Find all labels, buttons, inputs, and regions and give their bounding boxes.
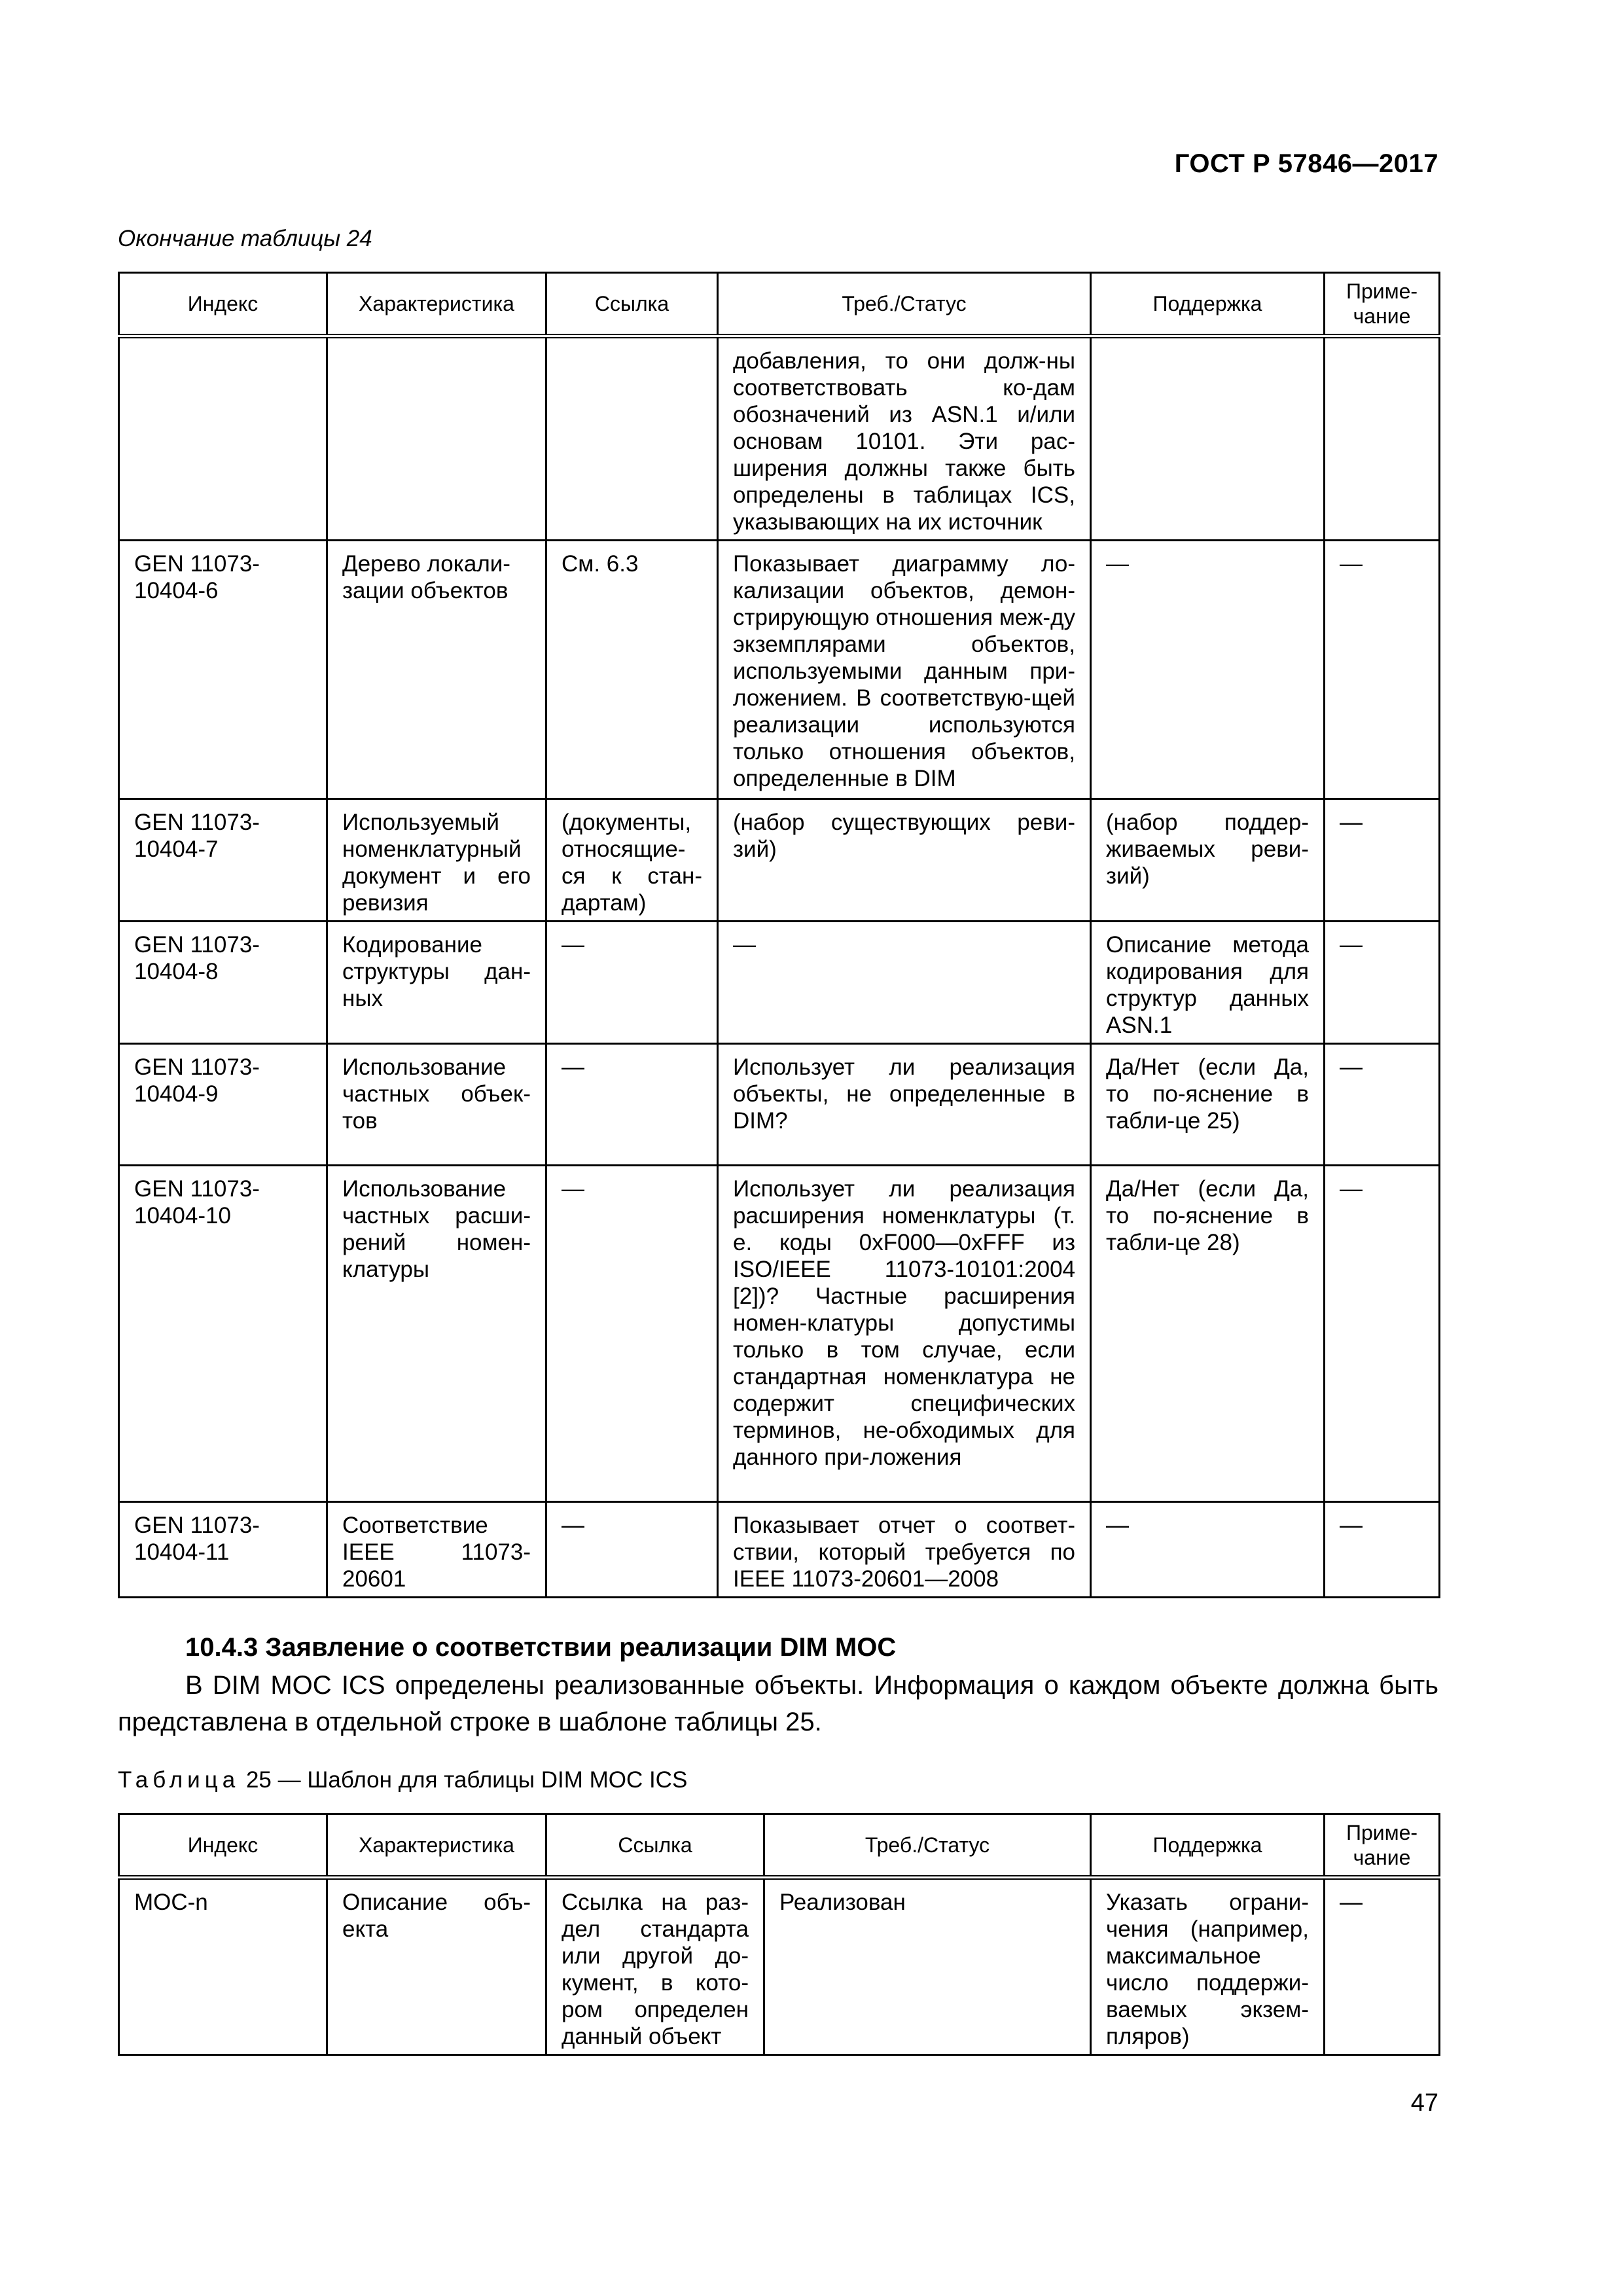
cell-index: GEN 11073-10404-7 (119, 799, 327, 922)
cell-characteristic: Соответствие IEEE 11073-20601 (327, 1502, 546, 1598)
cell-status: Показывает отчет о соответ-ствии, который требуется по IEEE 11073-20601—2008 (718, 1502, 1091, 1598)
cell-support: Да/Нет (если Да, то по-яснение в табли-це 25) (1091, 1044, 1325, 1166)
cell-reference: Ссылка на раз-дел стандарта или другой до-кумент, в кото-ром определен данный объект (546, 1878, 764, 2055)
table-row (119, 541, 1440, 799)
cell-support (1091, 336, 1325, 541)
table-row (119, 1878, 1440, 2055)
cell-characteristic: Используемый номенклатурный документ и его ревизия (327, 799, 546, 922)
col-header-support: Поддержка (1091, 1814, 1325, 1878)
cell-reference: — (546, 1166, 718, 1502)
cell-status: Использует ли реализация объекты, не определенные в DIM? (718, 1044, 1091, 1166)
cell-characteristic: Использование частных объек-тов (327, 1044, 546, 1166)
cell-support: Да/Нет (если Да, то по-яснение в табли-це 28) (1091, 1166, 1325, 1502)
table-row (119, 799, 1440, 922)
cell-reference: — (546, 922, 718, 1044)
cell-status: — (718, 922, 1091, 1044)
cell-status: Использует ли реализация расширения номенклатуры (т. е. коды 0xF000—0xFFF из ISO/IEEE 11073-10101:2004 [2])? Частные расширения номен-клатуры допустимы только в том случае, если стандартная номенклатура не содержит специфических терминов, не-обходимых для данного при-ложения (718, 1166, 1091, 1502)
col-header-characteristic: Характеристика (327, 273, 546, 336)
table-row (119, 1166, 1440, 1502)
cell-support: Указать ограни-чения (например, максимальное число поддержи-ваемых экзем-пляров) (1091, 1878, 1325, 2055)
cell-characteristic: Дерево локали-зации объектов (327, 541, 546, 799)
cell-characteristic (327, 336, 546, 541)
col-header-note: Приме- чание (1325, 273, 1440, 336)
cell-note: — (1325, 1044, 1440, 1166)
cell-status: добавления, то они долж-ны соответствовать ко-дам обозначений из ASN.1 и/или основам 10101. Эти рас-ширения должны также быть определены в таблицах ICS, указывающих на их источник (718, 336, 1091, 541)
table-24 (118, 272, 1440, 1598)
cell-support: (набор поддер-живаемых реви-зий) (1091, 799, 1325, 922)
cell-support: — (1091, 1502, 1325, 1598)
cell-index: GEN 11073-10404-10 (119, 1166, 327, 1502)
cell-support: — (1091, 541, 1325, 799)
section-paragraph: В DIM MOC ICS определены реализованные объекты. Информация о каждом объекте должна быть представлена в отдельной строке в шаблоне таблицы 25. (118, 1671, 1438, 1736)
cell-status: (набор существующих реви-зий) (718, 799, 1091, 922)
table-row (119, 922, 1440, 1044)
cell-reference: (документы, относящие-ся к стан-дартам) (546, 799, 718, 922)
cell-note: — (1325, 922, 1440, 1044)
table-25 (118, 1813, 1440, 2056)
cell-index: GEN 11073-10404-6 (119, 541, 327, 799)
cell-note: — (1325, 1166, 1440, 1502)
col-header-index: Индекс (119, 273, 327, 336)
table-header-row (119, 273, 1440, 336)
cell-note: — (1325, 1878, 1440, 2055)
cell-note: — (1325, 541, 1440, 799)
col-header-status: Треб./Статус (718, 273, 1091, 336)
cell-reference: — (546, 1044, 718, 1166)
cell-status: Показывает диаграмму ло-кализации объектов, демон-стрирующую отношения меж-ду экземплярами объектов, используемыми данным при-ложением. В соответствую-щей реализации используются только отношения объектов, определенные в DIM (718, 541, 1091, 799)
section-title: 10.4.3 Заявление о соответствии реализации DIM MOC (185, 1633, 897, 1662)
cell-reference: — (546, 1502, 718, 1598)
cell-note (1325, 336, 1440, 541)
cell-characteristic: Кодирование структуры дан-ных (327, 922, 546, 1044)
table-row (119, 336, 1440, 541)
table-header-row (119, 1814, 1440, 1878)
col-header-characteristic: Характеристика (327, 1814, 546, 1878)
cell-index: GEN 11073-10404-8 (119, 922, 327, 1044)
cell-reference: См. 6.3 (546, 541, 718, 799)
cell-note: — (1325, 1502, 1440, 1598)
cell-status: Реализован (764, 1878, 1091, 2055)
col-header-reference: Ссылка (546, 1814, 764, 1878)
table-row (119, 1502, 1440, 1598)
col-header-index: Индекс (119, 1814, 327, 1878)
table-row (119, 1044, 1440, 1166)
cell-index (119, 336, 327, 541)
cell-note: — (1325, 799, 1440, 922)
cell-index: GEN 11073-10404-11 (119, 1502, 327, 1598)
col-header-reference: Ссылка (546, 273, 718, 336)
cell-index: MOC-n (119, 1878, 327, 2055)
cell-reference (546, 336, 718, 541)
cell-index: GEN 11073-10404-9 (119, 1044, 327, 1166)
page-number: 47 (1410, 2089, 1438, 2117)
col-header-status: Треб./Статус (764, 1814, 1091, 1878)
standard-header: ГОСТ Р 57846—2017 (1174, 149, 1438, 178)
cell-characteristic: Использование частных расши-рений номен-клатуры (327, 1166, 546, 1502)
cell-characteristic: Описание объ-екта (327, 1878, 546, 2055)
col-header-note: Приме- чание (1325, 1814, 1440, 1878)
table-title-text: 25 — Шаблон для таблицы DIM MOC ICS (245, 1767, 688, 1793)
table-label: Таблица (118, 1767, 240, 1793)
col-header-support: Поддержка (1091, 273, 1325, 336)
cell-support: Описание метода кодирования для структур данных ASN.1 (1091, 922, 1325, 1044)
table-caption: Окончание таблицы 24 (118, 226, 372, 251)
table-25-title (118, 1767, 687, 1793)
